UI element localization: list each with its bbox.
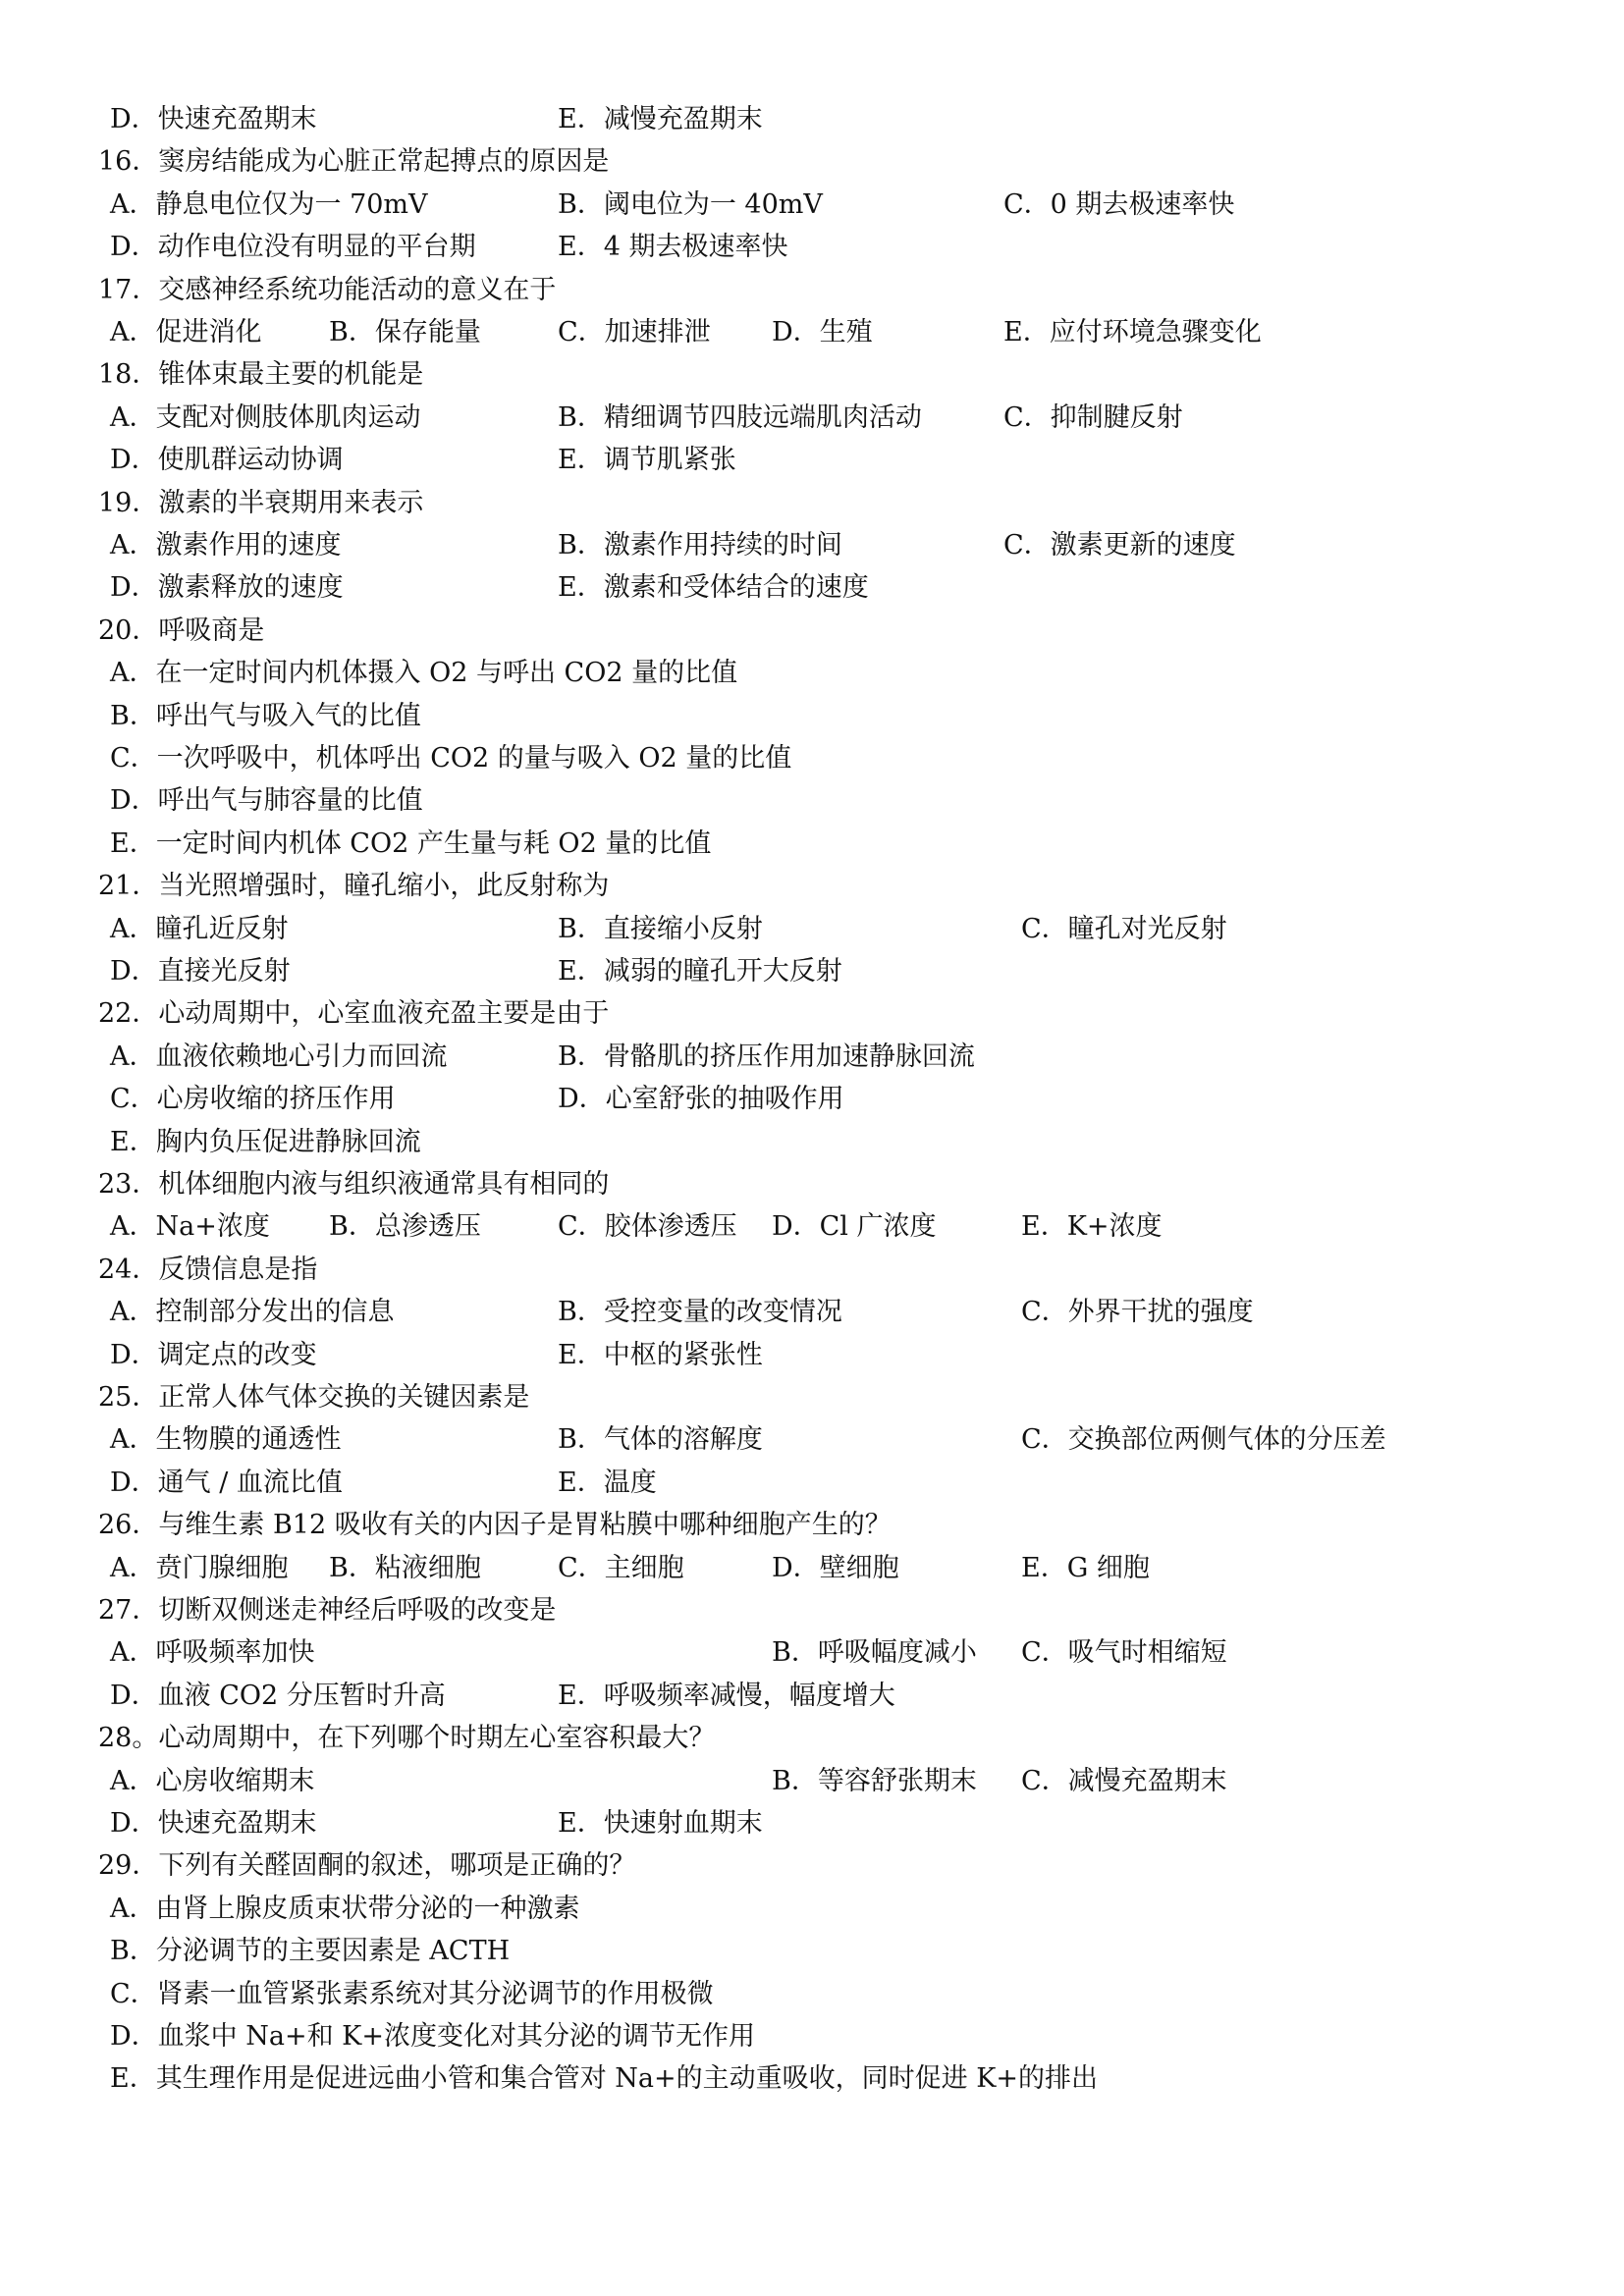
answer-option: A．由肾上腺皮质束状带分泌的一种激素 — [110, 1893, 580, 1924]
answer-option: B．阈电位为一 40mV — [558, 188, 823, 220]
answer-option: C．瞳孔对光反射 — [1021, 913, 1227, 944]
text-line — [0, 1802, 1624, 1844]
answer-option: C．抑制腱反射 — [1003, 401, 1183, 433]
text-line — [0, 1334, 1624, 1376]
answer-option: A．促进消化 — [110, 317, 262, 347]
answer-option: D．生殖 — [772, 317, 873, 347]
answer-option: A．支配对侧肢体肌肉运动 — [110, 401, 421, 433]
answer-option: E．中枢的紧张性 — [558, 1339, 763, 1370]
text-line — [0, 865, 1624, 907]
answer-option: E．其生理作用是促进远曲小管和集合管对 Na+的主动重吸收，同时促进 K+的排出 — [110, 2063, 1099, 2095]
answer-option: E．4 期去极速率快 — [558, 232, 788, 263]
answer-option: C．心房收缩的挤压作用 — [110, 1084, 396, 1115]
answer-option: C．加速排泄 — [558, 317, 711, 347]
text-line — [0, 1078, 1624, 1120]
answer-option: E．快速射血期末 — [558, 1808, 763, 1839]
text-line — [0, 2057, 1624, 2100]
answer-option: D．Cl 广浓度 — [772, 1211, 937, 1243]
text-line — [0, 1462, 1624, 1504]
answer-option: A．血液依赖地心引力而回流 — [110, 1041, 448, 1072]
answer-option: C．吸气时相缩短 — [1021, 1637, 1227, 1669]
answer-option: C．胶体渗透压 — [558, 1211, 737, 1243]
question-stem: 20．呼吸商是 — [98, 614, 265, 646]
answer-option: B．呼吸幅度减小 — [772, 1637, 977, 1669]
answer-option: A．生物膜的通透性 — [110, 1424, 342, 1456]
question-stem: 23．机体细胞内液与组织液通常具有相同的 — [98, 1169, 610, 1200]
question-stem: 25．正常人体气体交换的关键因素是 — [98, 1382, 530, 1413]
answer-option: D．呼出气与肺容量的比值 — [110, 785, 423, 817]
answer-option: B．骨骼肌的挤压作用加速静脉回流 — [558, 1041, 975, 1072]
text-line — [0, 1547, 1624, 1589]
text-line — [0, 1589, 1624, 1631]
answer-option: A．贲门腺细胞 — [110, 1552, 289, 1583]
text-line — [0, 1376, 1624, 1418]
text-line — [0, 439, 1624, 481]
answer-option: C．外界干扰的强度 — [1021, 1297, 1254, 1328]
question-stem: 28。心动周期中，在下列哪个时期左心室容积最大？ — [98, 1723, 716, 1754]
text-line — [0, 1163, 1624, 1205]
question-stem: 24．反馈信息是指 — [98, 1254, 318, 1285]
question-stem: 26．与维生素 B12 吸收有关的内因子是胃粘膜中哪种细胞产生的？ — [98, 1510, 892, 1541]
answer-option: A．激素作用的速度 — [110, 530, 342, 561]
text-line — [0, 226, 1624, 268]
text-line — [0, 311, 1624, 353]
answer-option: D．使肌群运动协调 — [110, 445, 344, 476]
question-stem: 21．当光照增强时，瞳孔缩小，此反射称为 — [98, 871, 610, 902]
answer-option: D．动作电位没有明显的平台期 — [110, 232, 476, 263]
text-line — [0, 269, 1624, 311]
text-line — [0, 908, 1624, 950]
answer-option: C．0 期去极速率快 — [1003, 188, 1235, 220]
answer-option: E．调节肌紧张 — [558, 445, 736, 476]
text-line — [0, 610, 1624, 652]
answer-option: D．调定点的改变 — [110, 1339, 317, 1370]
question-stem: 27．切断双侧迷走神经后呼吸的改变是 — [98, 1595, 557, 1626]
answer-option: A．控制部分发出的信息 — [110, 1297, 395, 1328]
text-line — [0, 1631, 1624, 1674]
answer-option: E．减慢充盈期末 — [558, 104, 763, 134]
answer-option: B．粘液细胞 — [329, 1552, 481, 1583]
answer-option: B．气体的溶解度 — [558, 1424, 763, 1456]
question-stem: 19．激素的半衰期用来表示 — [98, 487, 424, 518]
text-line — [0, 1888, 1624, 1930]
answer-option: A．在一定时间内机体摄入 O2 与呼出 CO2 量的比值 — [110, 658, 738, 689]
answer-option: C．交换部位两侧气体的分压差 — [1021, 1424, 1386, 1456]
text-line — [0, 950, 1624, 992]
answer-option: E．温度 — [558, 1467, 657, 1498]
answer-option: D．血液 CO2 分压暂时升高 — [110, 1680, 446, 1711]
text-line — [0, 1973, 1624, 2015]
answer-option: B．等容舒张期末 — [772, 1765, 977, 1796]
answer-option: D．壁细胞 — [772, 1552, 899, 1583]
text-line — [0, 1717, 1624, 1759]
answer-option: E．减弱的瞳孔开大反射 — [558, 956, 842, 987]
answer-option: A．瞳孔近反射 — [110, 913, 289, 944]
answer-option: B．精细调节四肢远端肌肉活动 — [558, 401, 922, 433]
answer-option: C．减慢充盈期末 — [1021, 1765, 1227, 1796]
text-line — [0, 1844, 1624, 1887]
text-line — [0, 2015, 1624, 2057]
answer-option: A．心房收缩期末 — [110, 1765, 315, 1796]
answer-option: E．激素和受体结合的速度 — [558, 572, 869, 604]
answer-option: B．激素作用持续的时间 — [558, 530, 842, 561]
answer-option: B．直接缩小反射 — [558, 913, 763, 944]
text-line — [0, 1418, 1624, 1461]
text-line — [0, 1675, 1624, 1717]
text-line — [0, 1291, 1624, 1333]
question-stem: 16．窦房结能成为心脏正常起搏点的原因是 — [98, 146, 610, 178]
answer-option: B．保存能量 — [329, 317, 481, 347]
text-line — [0, 353, 1624, 396]
text-line — [0, 1760, 1624, 1802]
answer-option: B．呼出气与吸入气的比值 — [110, 700, 421, 731]
answer-option: E．G 细胞 — [1021, 1552, 1150, 1583]
text-line — [0, 737, 1624, 779]
text-line — [0, 566, 1624, 609]
text-line — [0, 695, 1624, 737]
answer-option: C．激素更新的速度 — [1003, 530, 1236, 561]
text-line — [0, 779, 1624, 822]
answer-option: A．静息电位仅为一 70mV — [110, 188, 428, 220]
answer-option: E．K+浓度 — [1021, 1211, 1163, 1243]
text-line — [0, 1205, 1624, 1248]
answer-option: C．肾素一血管紧张素系统对其分泌调节的作用极微 — [110, 1978, 714, 2009]
answer-option: D．直接光反射 — [110, 956, 291, 987]
text-line — [0, 1504, 1624, 1546]
text-line — [0, 482, 1624, 524]
question-stem: 17．交感神经系统功能活动的意义在于 — [98, 274, 557, 305]
answer-option: E．应付环境急骤变化 — [1003, 317, 1262, 347]
text-line — [0, 140, 1624, 183]
question-stem: 29．下列有关醛固酮的叙述，哪项是正确的？ — [98, 1850, 636, 1882]
answer-option: D．血浆中 Na+和 K+浓度变化对其分泌的调节无作用 — [110, 2021, 755, 2052]
text-line — [0, 98, 1624, 140]
answer-option: D．快速充盈期末 — [110, 1808, 317, 1839]
answer-option: D．通气 / 血流比值 — [110, 1467, 343, 1498]
answer-option: E．一定时间内机体 CO2 产生量与耗 O2 量的比值 — [110, 828, 712, 859]
text-line — [0, 1930, 1624, 1972]
answer-option: D．心室舒张的抽吸作用 — [558, 1084, 844, 1115]
text-line — [0, 1036, 1624, 1078]
text-line — [0, 823, 1624, 865]
answer-option: B．分泌调节的主要因素是 ACTH — [110, 1936, 511, 1967]
text-line — [0, 397, 1624, 439]
answer-option: D．快速充盈期末 — [110, 104, 317, 134]
answer-option: E．呼吸频率减慢，幅度增大 — [558, 1680, 895, 1711]
answer-option: C．主细胞 — [558, 1552, 684, 1583]
text-line — [0, 524, 1624, 566]
answer-option: B．总渗透压 — [329, 1211, 481, 1243]
answer-option: A．Na+浓度 — [110, 1211, 270, 1243]
question-stem: 18．锥体束最主要的机能是 — [98, 359, 424, 391]
text-line — [0, 1249, 1624, 1291]
answer-option: A．呼吸频率加快 — [110, 1637, 315, 1669]
answer-option: B．受控变量的改变情况 — [558, 1297, 842, 1328]
text-line — [0, 652, 1624, 694]
text-line — [0, 992, 1624, 1035]
answer-option: C．一次呼吸中，机体呼出 CO2 的量与吸入 O2 量的比值 — [110, 743, 792, 774]
text-line — [0, 1121, 1624, 1163]
question-stem: 22．心动周期中，心室血液充盈主要是由于 — [98, 998, 610, 1030]
text-line — [0, 184, 1624, 226]
answer-option: D．激素释放的速度 — [110, 572, 344, 604]
answer-option: E．胸内负压促进静脉回流 — [110, 1126, 421, 1157]
